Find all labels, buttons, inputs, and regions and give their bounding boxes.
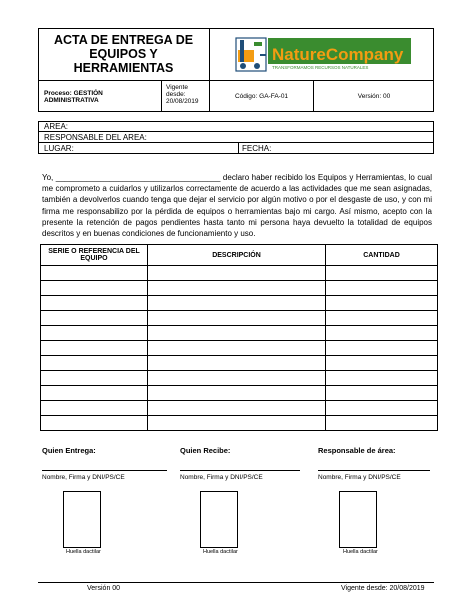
responsable-area-label: Responsable de área: [318,446,396,455]
signature-sub-entrega: Nombre, Firma y DNI/PS/CE [42,474,125,481]
table-cell[interactable] [148,296,326,311]
document-title: ACTA DE ENTREGA DE EQUIPOS Y HERRAMIENTAS [38,28,210,81]
process-cell: Proceso: GESTIÓN ADMINISTRATIVA [38,81,162,112]
area-label: AREA: [44,122,69,131]
table-row [41,296,438,311]
table-cell[interactable] [41,386,148,401]
table-row [41,266,438,281]
table-cell[interactable] [148,281,326,296]
table-cell[interactable] [41,296,148,311]
table-cell[interactable] [41,356,148,371]
fingerprint-box-recibe [200,491,238,548]
table-cell[interactable] [326,371,438,386]
lugar-label: LUGAR: [44,144,74,153]
table-cell[interactable] [148,266,326,281]
table-cell[interactable] [41,401,148,416]
table-cell[interactable] [326,281,438,296]
table-cell[interactable] [326,341,438,356]
quien-recibe-label: Quien Recibe: [180,446,231,455]
table-cell[interactable] [326,326,438,341]
table-row [41,281,438,296]
table-row [41,356,438,371]
table-cell[interactable] [41,266,148,281]
table-cell[interactable] [41,281,148,296]
forklift-icon [236,38,266,71]
table-row [41,326,438,341]
codigo-cell: Código: GA-FA-01 [210,81,314,112]
vigente-cell: Vigente desde: 20/08/2019 [162,81,210,112]
table-cell[interactable] [148,416,326,431]
table-cell[interactable] [148,311,326,326]
huella-label-responsable: Huella dactilar [343,549,378,555]
table-cell[interactable] [326,386,438,401]
table-cell[interactable] [41,341,148,356]
table-row [41,371,438,386]
signature-line-responsable [318,470,430,471]
table-cell[interactable] [148,326,326,341]
version-cell: Versión: 00 [357,93,391,100]
fecha-label: FECHA: [242,144,272,153]
table-cell[interactable] [148,356,326,371]
table-row [41,341,438,356]
fingerprint-box-responsable [339,491,377,548]
signature-line-entrega [42,470,167,471]
table-cell[interactable] [326,311,438,326]
huella-label-recibe: Huella dactilar [203,549,238,555]
table-row [41,401,438,416]
fingerprint-box-entrega [63,491,101,548]
table-cell[interactable] [148,401,326,416]
logo-tagline: TRANSFORMAMOS RECURSOS NATURALES [272,65,369,70]
table-row [41,416,438,431]
footer-version: Versión 00 [87,585,121,592]
responsable-label: RESPONSABLE DEL AREA: [44,133,147,142]
table-cell[interactable] [326,416,438,431]
company-logo [210,28,434,81]
equipment-table [40,244,438,431]
table-cell[interactable] [41,311,148,326]
col-descripcion-header: DESCRIPCIÓN [148,245,326,266]
area-divider [38,142,434,143]
table-row [41,311,438,326]
area-divider [38,131,434,132]
table-cell[interactable] [326,401,438,416]
quien-entrega-label: Quien Entrega: [42,446,96,455]
logo-wordmark: NatureCompany [272,45,404,64]
footer-divider [38,582,434,583]
col-serie-header: SERIE O REFERENCIA DEL EQUIPO [41,245,148,266]
footer-vigente: Vigente desde: 20/08/2019 [341,585,425,592]
signature-line-recibe [180,470,300,471]
signature-sub-responsable: Nombre, Firma y DNI/PS/CE [318,474,401,481]
table-cell[interactable] [41,416,148,431]
table-row [41,386,438,401]
table-cell[interactable] [41,326,148,341]
table-cell[interactable] [148,341,326,356]
table-cell[interactable] [148,386,326,401]
table-cell[interactable] [148,371,326,386]
table-cell[interactable] [326,266,438,281]
signature-sub-recibe: Nombre, Firma y DNI/PS/CE [180,474,263,481]
table-cell[interactable] [326,296,438,311]
declaration-paragraph: Yo, _____________________________________ declaro haber recibido los Equipos y Herramientas, lo cual me comprometo a cuidarlos y utilizarlos correctamente de acuerdo a las actividades que me sean asignadas, también a devolverlos cuando tenga que dejar el servicio por algún motivo o por el desgaste de uso, y con mi firma me responsabilizo por la pérdida de equipos o herramientas bajo mi cargo. Así mismo, acepto con la presente la retención de pagos pendientes hasta tanto mi persona haya devuelto la totalidad de equipos descritos y en buenas condiciones de funcionamiento y uso. [42,173,432,239]
col-cantidad-header: CANTIDAD [326,245,438,266]
table-cell[interactable] [326,356,438,371]
table-cell[interactable] [41,371,148,386]
area-divider [238,142,239,154]
huella-label-entrega: Huella dactilar [66,549,101,555]
